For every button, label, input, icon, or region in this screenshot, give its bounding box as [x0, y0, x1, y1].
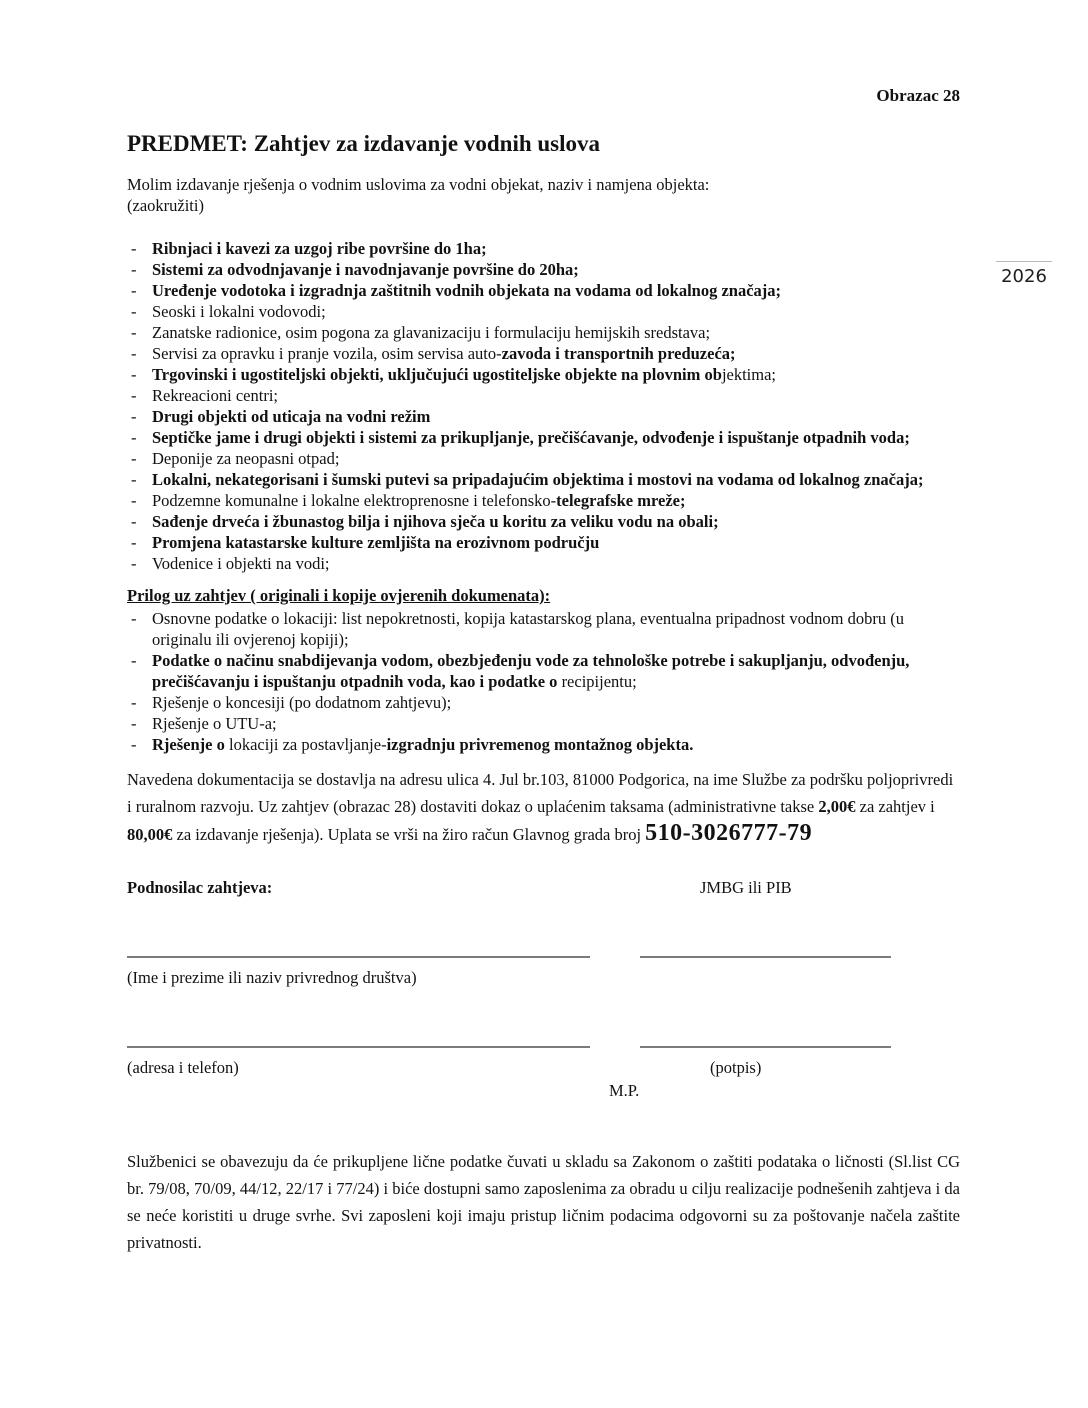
- object-list-item: [127, 406, 960, 427]
- applicant-label: Podnosilac zahtjeva:: [127, 878, 273, 897]
- privacy-paragraph: Službenici se obavezuju da će prikupljene lične podatke čuvati u skladu sa Zakonom o zaštiti podataka o ličnosti (Sl.list CG br. 79/08, 70/09, 44/12, 22/17 i 77/24) i biće dostupni samo zaposlenima za obradu u cilju realizacije podnešenih zahtjeva i da se neće koristiti u druge svrhe. Svi zaposleni koji imaju pristup ličnim podacima odgovorni su za poštovanje načela zaštite privatnosti.: [127, 1152, 960, 1252]
- text-segment: Uređenje vodotoka i izgradnja zaštitnih vodnih objekata na vodama od lokalnog značaja;: [152, 281, 782, 300]
- text-segment: Sađenje drveća i žbunastog bilja i njihova sječa u koritu za veliku vodu na obali;: [152, 512, 719, 531]
- text-segment: Drugi objekti od uticaja na vodni režim: [152, 407, 431, 426]
- text-segment: Rješenje o UTU-a;: [152, 714, 277, 733]
- object-list-item: [127, 511, 960, 532]
- address-fill-line: [127, 1046, 590, 1048]
- form-number-label: Obrazac 28: [876, 86, 960, 105]
- attachment-list-item: [127, 734, 960, 755]
- text-segment: 80,00€: [127, 825, 173, 844]
- intro-line-1: Molim izdavanje rješenja o vodnim uslovima za vodni objekat, naziv i namjena objekta:: [127, 175, 710, 194]
- attachments-heading: Prilog uz zahtjev ( originali i kopije ovjerenih dokumenata):: [127, 586, 551, 605]
- object-list-item: [127, 553, 960, 574]
- object-list-item: [127, 364, 960, 385]
- text-segment: 2,00€: [818, 797, 856, 816]
- text-segment: Vodenice i objekti na vodi;: [152, 554, 330, 573]
- name-caption: (Ime i prezime ili naziv privrednog društva): [127, 968, 417, 987]
- stamp-place-label: M.P.: [609, 1081, 640, 1100]
- object-list-item: [127, 427, 960, 448]
- text-segment: Rekreacioni centri;: [152, 386, 278, 405]
- margin-note: [996, 261, 1052, 287]
- text-segment: Deponije za neopasni otpad;: [152, 449, 340, 468]
- text-segment: Lokalni, nekategorisani i šumski putevi sa pripadajućim objektima i mostovi na vodama od lokalnog značaja;: [152, 470, 924, 489]
- name-fill-line: [127, 956, 590, 958]
- object-list-item: [127, 280, 960, 301]
- text-segment: za izdavanje rješenja). Uplata se vrši na žiro račun Glavnog grada broj: [172, 825, 646, 844]
- object-list-item: [127, 448, 960, 469]
- text-segment: za zahtjev i: [855, 797, 935, 816]
- object-list-item: [127, 532, 960, 553]
- intro-paragraph: [127, 174, 960, 216]
- jmbg-fill-line: [640, 956, 891, 958]
- attachment-list-item: [127, 692, 960, 713]
- text-segment: telegrafske mreže;: [556, 491, 686, 510]
- page-title: PREDMET: Zahtjev za izdavanje vodnih uslova: [127, 131, 601, 156]
- object-list-item: [127, 301, 960, 322]
- text-segment: jektima;: [721, 365, 777, 384]
- object-list-item: [127, 385, 960, 406]
- text-segment: Servisi za opravku i pranje vozila, osim servisa auto-: [152, 344, 502, 363]
- text-segment: Rješenje o koncesiji (po dodatnom zahtjevu);: [152, 693, 452, 712]
- caption-row-2: [127, 1057, 960, 1078]
- text-segment: Podatke o načinu snabdijevanja vodom, obezbjeđenju vode za tehnološke potrebe i sakupljanju, odvođenju, prečišćavanju i ispuštanju otpadnih voda, kao i podatke o: [152, 651, 910, 691]
- text-segment: Navedena dokumentacija se dostavlja na adresu ulica 4. Jul br.103, 81000 Podgorica, na ime Službe za podršku poljoprivredi i ruralnom razvoju. Uz zahtjev (obrazac 28) dostaviti dokaz o uplaćenim taksama (administrativne takse: [127, 770, 954, 816]
- object-list-item: [127, 343, 960, 364]
- text-segment: Osnovne podatke o lokaciji: list nepokretnosti, kopija katastarskog plana, eventualna pripadnost vodnom dobru (u originalu ili ovjerenoj kopiji);: [152, 609, 904, 649]
- signature-fill-line: [640, 1046, 891, 1048]
- attachments-list: [127, 608, 960, 755]
- jmbg-pib-label: JMBG ili PIB: [700, 878, 792, 897]
- applicant-header: [127, 877, 960, 898]
- object-list-item: [127, 238, 960, 259]
- attachment-list-item: [127, 608, 960, 650]
- text-segment: Seoski i lokalni vodovodi;: [152, 302, 326, 321]
- text-segment: 510-3026777-79: [645, 820, 813, 846]
- signature-row-2: [127, 1046, 960, 1049]
- text-segment: izgradnju privremenog montažnog objekta.: [386, 735, 694, 754]
- address-caption: (adresa i telefon): [127, 1058, 239, 1077]
- text-segment: recipijentu;: [561, 672, 637, 691]
- margin-note-text: 2026: [1001, 266, 1047, 287]
- text-segment: Promjena katastarske kulture zemljišta na erozivnom području: [152, 533, 600, 552]
- attachment-list-item: [127, 650, 960, 692]
- margin-note-line: [996, 261, 1052, 262]
- text-segment: Podzemne komunalne i lokalne elektroprenosne i telefonsko-: [152, 491, 557, 510]
- text-segment: Trgovinski i ugostiteljski objekti, uključujući ugostiteljske objekte na plovnim ob: [152, 365, 722, 384]
- object-list-item: [127, 490, 960, 511]
- text-segment: Rješenje o: [152, 735, 229, 754]
- object-list-item: [127, 469, 960, 490]
- intro-line-2: (zaokružiti): [127, 196, 204, 215]
- object-list-item: [127, 259, 960, 280]
- caption-row-1: [127, 967, 960, 988]
- text-segment: Ribnjaci i kavezi za uzgoj ribe površine do 1ha;: [152, 239, 487, 258]
- object-list: [127, 238, 960, 574]
- delivery-paragraph: [127, 766, 960, 848]
- object-list-item: [127, 322, 960, 343]
- signature-row-1: [127, 956, 960, 959]
- document-content: [127, 0, 960, 1256]
- text-segment: lokaciji za postavljanje-: [228, 735, 387, 754]
- attachment-list-item: [127, 713, 960, 734]
- signature-caption: (potpis): [710, 1058, 762, 1077]
- text-segment: Septičke jame i drugi objekti i sistemi za prikupljanje, prečišćavanje, odvođenje i ispuštanje otpadnih voda;: [152, 428, 910, 447]
- text-segment: zavoda i transportnih preduzeća;: [501, 344, 736, 363]
- text-segment: Sistemi za odvodnjavanje i navodnjavanje površine do 20ha;: [152, 260, 579, 279]
- text-segment: Zanatske radionice, osim pogona za glavanizaciju i formulaciju hemijskih sredstava;: [152, 323, 711, 342]
